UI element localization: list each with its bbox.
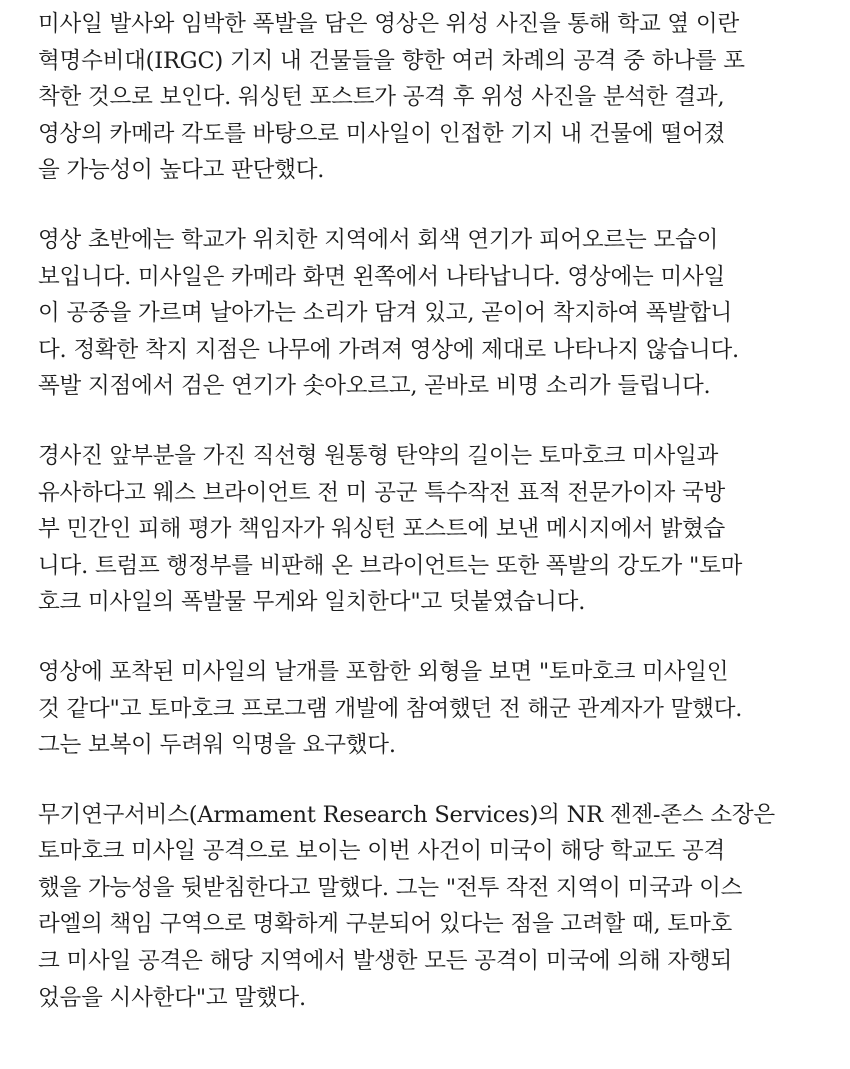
text-line: 경사진 앞부분을 가진 직선형 원통형 탄약의 길이는 토마호크 미사일과 xyxy=(38,442,719,469)
text-line: 했을 가능성을 뒷받침한다고 말했다. 그는 "전투 작전 지역이 미국과 이스 xyxy=(38,874,743,901)
paragraph-1 xyxy=(38,6,816,189)
text-line: 폭발 지점에서 검은 연기가 솟아오르고, 곧바로 비명 소리가 들립니다. xyxy=(38,373,711,400)
text-line: 크 미사일 공격은 해당 지역에서 발생한 모든 공격이 미국에 의해 자행되 xyxy=(38,948,733,975)
article-body xyxy=(38,6,816,1049)
text-line: 었음을 시사한다"고 말했다. xyxy=(38,984,306,1011)
text-line: 혁명수비대(IRGC) 기지 내 건물들을 향한 여러 차례의 공격 중 하나를 포 xyxy=(38,47,745,74)
text-line: 토마호크 미사일 공격으로 보이는 이번 사건이 미국이 해당 학교도 공격 xyxy=(38,838,726,865)
text-line: 을 가능성이 높다고 판단했다. xyxy=(38,157,325,184)
text-line: 것 같다"고 토마호크 프로그램 개발에 참여했던 전 해군 관계자가 말했다. xyxy=(38,695,743,722)
text-line: 유사하다고 웨스 브라이언트 전 미 공군 특수작전 표적 전문가이자 국방 xyxy=(38,479,726,506)
text-line: 부 민간인 피해 평가 책임자가 워싱턴 포스트에 보낸 메시지에서 밝혔습 xyxy=(38,516,726,543)
text-line: 미사일 발사와 임박한 폭발을 담은 영상은 위성 사진을 통해 학교 옆 이란 xyxy=(38,11,739,37)
text-line: 영상 초반에는 학교가 위치한 지역에서 회색 연기가 피어오르는 모습이 xyxy=(38,226,719,253)
text-line: 무기연구서비스(Armament Research Services)의 NR 젠젠-존스 소장은 xyxy=(38,801,775,828)
text-line: 니다. 트럼프 행정부를 비판해 온 브라이언트는 또한 폭발의 강도가 "토마 xyxy=(38,552,743,579)
text-line: 착한 것으로 보인다. 워싱턴 포스트가 공격 후 위성 사진을 분석한 결과, xyxy=(38,84,725,111)
paragraph-3 xyxy=(38,438,816,621)
text-line: 다. 정확한 착지 지점은 나무에 가려져 영상에 제대로 나타나지 않습니다. xyxy=(38,336,739,363)
text-line: 영상의 카메라 각도를 바탕으로 미사일이 인접한 기지 내 건물에 떨어졌 xyxy=(38,120,726,147)
paragraph-4 xyxy=(38,654,816,764)
text-line: 그는 보복이 두려워 익명을 요구했다. xyxy=(38,732,396,759)
text-line: 영상에 포착된 미사일의 날개를 포함한 외형을 보면 "토마호크 미사일인 xyxy=(38,658,729,685)
text-line: 이 공중을 가르며 날아가는 소리가 담겨 있고, 곧이어 착지하여 폭발합니 xyxy=(38,300,733,327)
text-line: 라엘의 책임 구역으로 명확하게 구분되어 있다는 점을 고려할 때, 토마호 xyxy=(38,911,733,938)
paragraph-2 xyxy=(38,222,816,405)
text-line: 호크 미사일의 폭발물 무게와 일치한다"고 덧붙였습니다. xyxy=(38,589,586,616)
text-line: 보입니다. 미사일은 카메라 화면 왼쪽에서 나타납니다. 영상에는 미사일 xyxy=(38,263,726,290)
paragraph-5 xyxy=(38,797,816,1017)
